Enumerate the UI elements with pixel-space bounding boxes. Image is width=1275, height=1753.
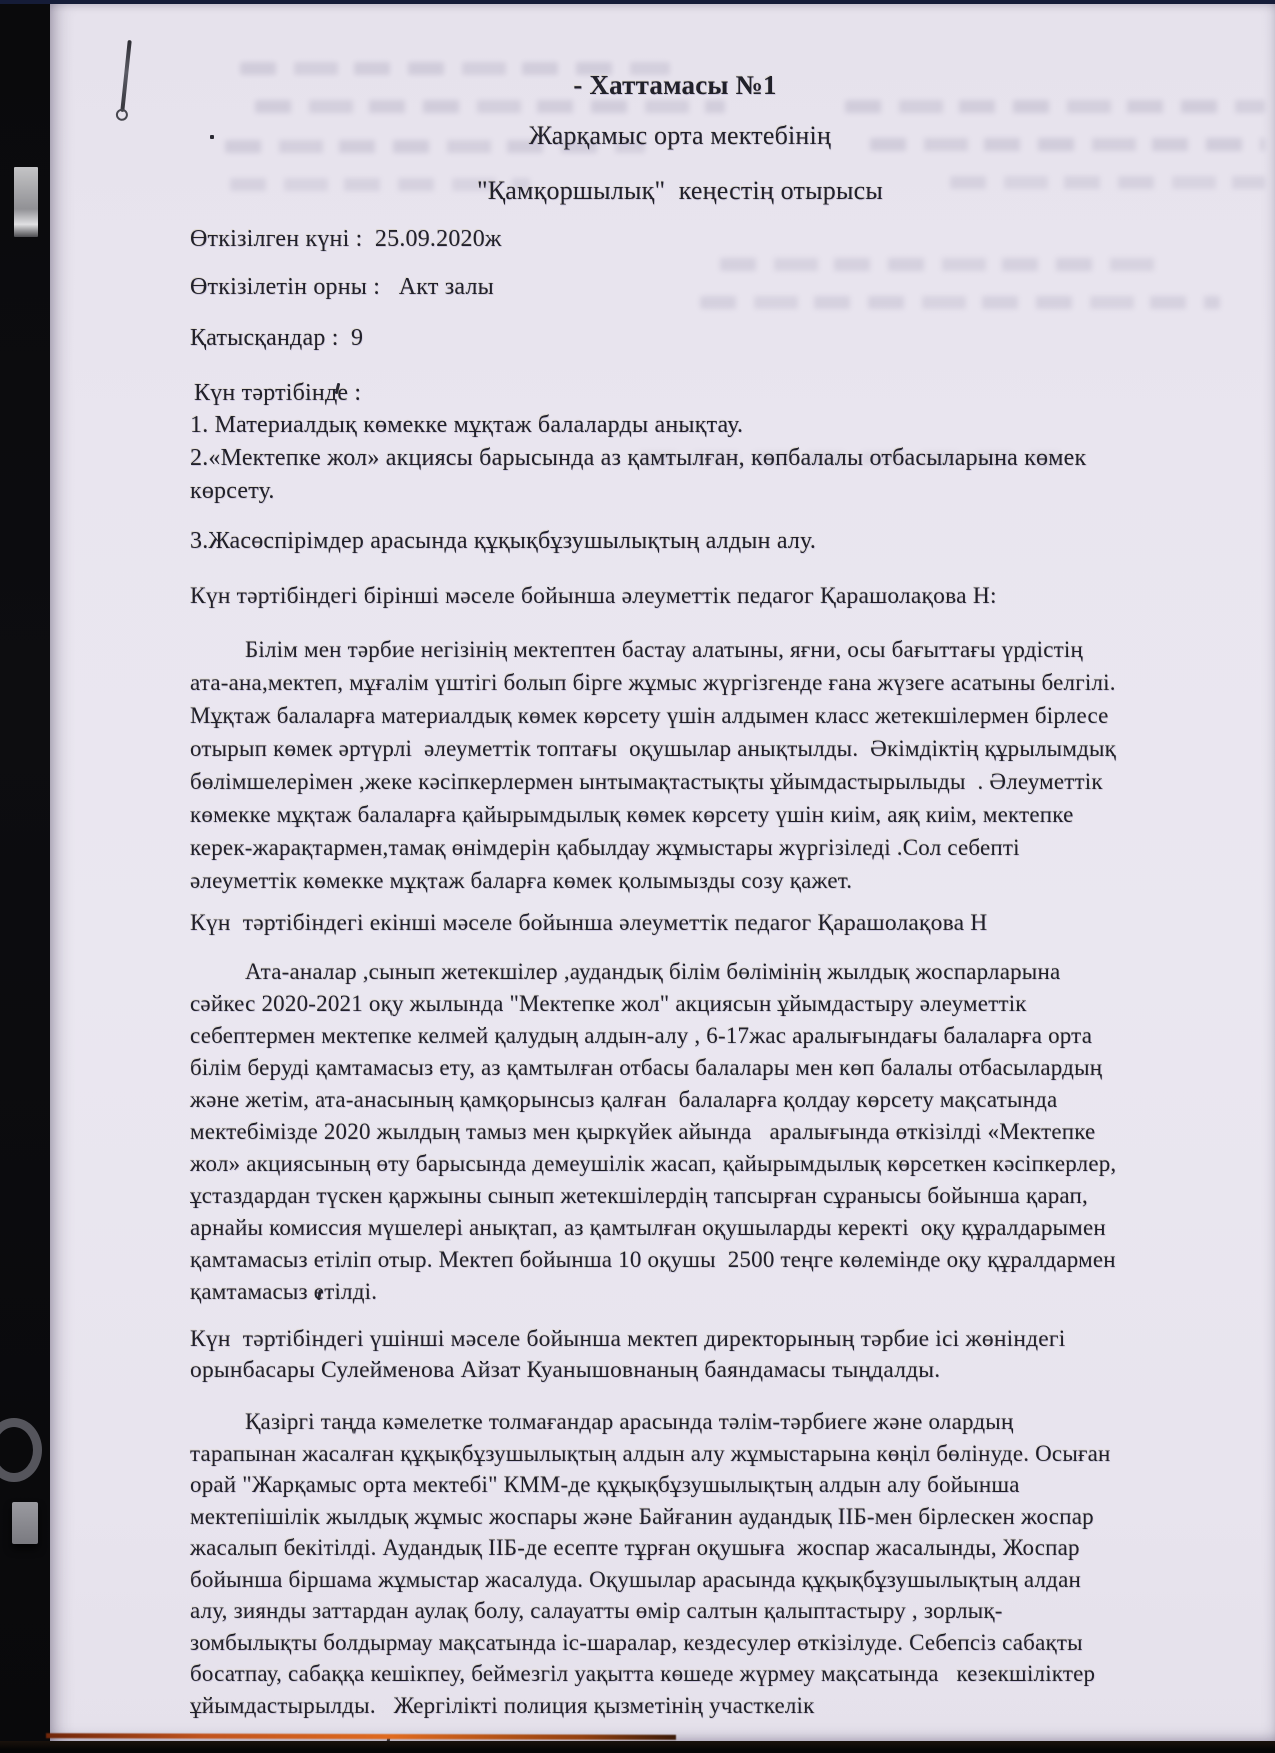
document-title: - Хаттамасы №1 [573, 70, 777, 100]
agenda-item-1: 1. Материалдық көмекке мұқтаж балаларды анықтау. [190, 412, 744, 438]
section-3-body: Қазіргі таңда кәмелетке толмағандар арасында тәлім-тәрбиеге және олардың тарапынан жасалған құқықбұзушылықтың алдын алу жұмыстарына көңіл бөлінуде. Осыған орай "Жарқамыс орта мектебі" КММ-де құқықбұзушылықтың алдын алу бойынша мектепішілік жылдық жұмыс жоспары және Байғанин аудандық ІІБ-мен бірлескен жоспар жасалып бекітілді. Аудандық ІІБ-де есепте тұрған оқушыға жоспар жасалынды, Жоспар бойынша біршама жұмыстар жасалуда. Оқушылар арасында құқықбұзушылықтың алдан алу, зиянды заттардан аулақ болу, салауатты өмір салтын қалыптастыру , зорлық-зомбылықты болдырмау мақсатында іс-шаралар, кездесулер өткізілуде. Себепсіз сабақты босатпау, сабаққа кешікпеу, беймезгіл уақытта көшеде жүрмеу мақсатында кезекшіліктер ұйымдастырылды. Жергілікті полиция қызметінің участкелік [190, 1409, 1117, 1718]
school-name-line: Жарқамыс орта мектебінің [528, 121, 832, 150]
document-content [50, 4, 1275, 1721]
section-3-heading: Күн тәртібіндегі үшінші мәселе бойынша мектеп директорының тәрбие ісі жөніндегі орынбасары Сулейменова Айзат Куанышовнаның баяндамасы тыңдалды. [190, 1326, 1072, 1383]
meeting-date-line: Өткізілген күні : 25.09.2020ж [190, 226, 502, 252]
scanner-edge-artifact [12, 1502, 38, 1544]
paper-sheet [50, 4, 1275, 1741]
scanner-bed-bottom-edge [0, 1741, 1275, 1753]
section-1-heading: Күн тәртібіндегі бірінші мәселе бойынша әлеуметтік педагог Қарашолақова Н: [190, 583, 997, 609]
scanner-edge-artifact [14, 167, 38, 237]
agenda-heading: Күн тәртібінде : [194, 380, 362, 406]
agenda-item-2: 2.«Мектепке жол» акциясы барысында аз қамтылған, көпбалалы отбасыларына көмек көрсету. [190, 445, 1093, 504]
section-2-body: Ата-аналар ,сынып жетекшілер ,аудандық білім бөлімінің жылдық жоспарларына сәйкес 2020-2021 оқу жылында "Мектепке жол" акциясын ұйымдастыру әлеуметтік себептермен мектепке келмей қалудың алдын-алу , 6-17жас аралығындағы балаларға орта білім беруді қамтамасыз ету, аз қамтылған отбасы балалары мен көп балалы отбасылардың және жетім, ата-анасының қамқорынсыз қалған балаларға қолдау көрсету мақсатында мектебімізде 2020 жылдың тамыз мен қыркүйек айында аралығында өткізілді «Мектепке жол» акциясының өту барысында демеушілік жасап, қайырымдылық көрсеткен кәсіпкерлер, ұстаздардан түскен қаржыны сынып жетекшілердің тапсырған сұранысы бойынша қарап, арнайы комиссия мүшелері анықтап, аз қамтылған оқушыларды керекті оқу құралдарымен қамтамасыз етіліп отыр. Мектеп бойынша 10 оқушы 2500 теңге көлемінде оқу құралдармен қамтамасыз етілді. [190, 959, 1123, 1304]
meeting-place-line: Өткізілетін орны : Акт залы [190, 274, 494, 300]
scan-top-edge-line [0, 0, 1275, 4]
scanner-bed-left-edge [0, 4, 50, 1753]
section-2-heading: Күн тәртібіндегі екінші мәселе бойынша әлеуметтік педагог Қарашолақова Н [190, 910, 988, 936]
attendees-line: Қатысқандар : 9 [190, 325, 364, 351]
section-1-body: Білім мен тәрбие негізінің мектептен бастау алатыны, яғни, осы бағыттағы үрдістің ата-ана,мектеп, мұғалім үштігі болып бірге жұмыс жүргізгенде ғана жүзеге асатыны белгілі. Мұқтаж балаларға материалдық көмек көрсету үшін алдымен класс жетекшілермен бірлесе отырып көмек әртүрлі әлеуметтік топтағы оқушылар анықтылды. Әкімдіктің құрылымдық бөлімшелерімен ,жеке кәсіпкерлермен ынтымақтастықты ұйымдастырылыды . Әлеуметтік көмекке мұқтаж балаларға қайырымдылық көмек көрсету үшін киім, аяқ киім, мектепке керек-жарақтармен,тамақ өнімдерін қабылдау жұмыстары жүргізіледі .Сол себепті әлеуметтік көмекке мұқтаж баларға көмек қолымызды созу қажет. [190, 637, 1128, 893]
council-meeting-line: "Қамқоршылық" кеңестің отырысы [476, 176, 884, 205]
agenda-item-3: 3.Жасөспірімдер арасында құқықбұзушылықтың алдын алу. [190, 528, 817, 554]
